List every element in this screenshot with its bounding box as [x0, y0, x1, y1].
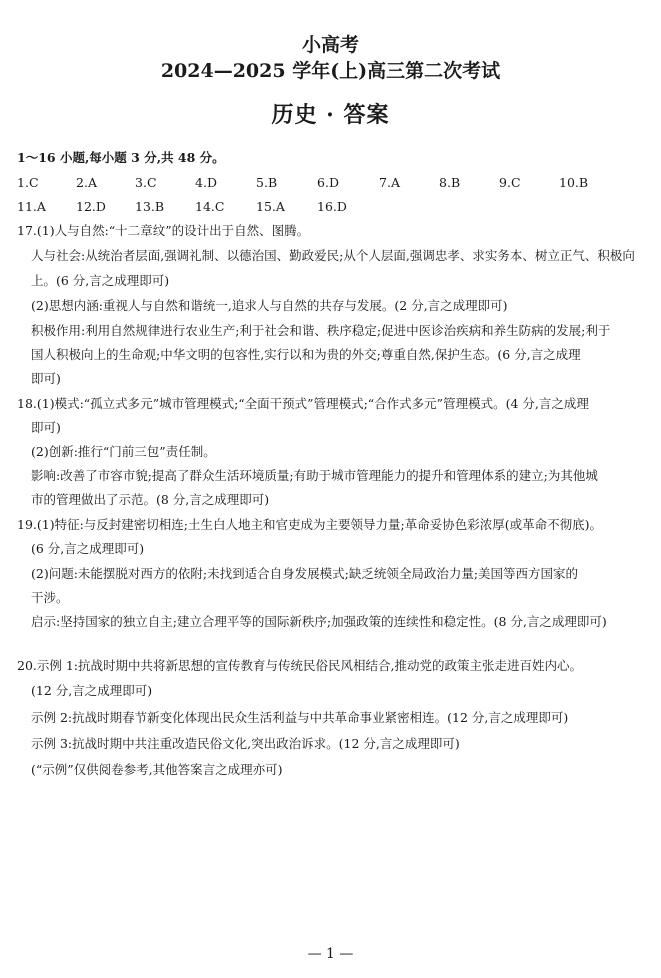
choice-answer: 3.C — [135, 175, 157, 190]
answer-20-example-1: 20.示例 1:抗战时期中共将新思想的宣传教育与传统民俗民风相结合,推动党的政策主张走进百姓内心。 — [17, 658, 582, 673]
answer-18-part1-mode: 18.(1)模式:“孤立式多元”城市管理模式;“全面干预式”管理模式;“合作式多元”管理模式。(4 分,言之成理 — [17, 396, 589, 411]
choice-answer: 15.A — [256, 199, 285, 214]
answer-19-part2-insight: 启示:坚持国家的独立自主;建立合理平等的国际新秩序;加强政策的连续性和稳定性。(8 分,言之成理即可) — [31, 614, 607, 629]
choice-answer: 1.C — [17, 175, 39, 190]
section-intro: 1～16 小题,每小题 3 分,共 48 分。 — [17, 150, 225, 165]
choice-answer: 9.C — [499, 175, 521, 190]
answer-17-part2-effect-cont: 国人积极向上的生命观;中华文明的包容性,实行以和为贵的外交;尊重自然,保护生态。(6 分,言之成理 — [31, 347, 581, 362]
answer-17-part1-score: 上。(6 分,言之成理即可) — [31, 273, 170, 288]
choice-answer: 16.D — [317, 199, 347, 214]
choice-answer: 13.B — [135, 199, 165, 214]
answer-19-part2-problem-cont: 干涉。 — [31, 590, 69, 605]
answer-17-part2-score: 即可) — [31, 371, 61, 386]
choice-answer: 5.B — [256, 175, 278, 190]
answer-20-example-1-score: (12 分,言之成理即可) — [31, 683, 153, 698]
brand-title: 小高考 — [301, 34, 359, 56]
answer-20-example-2: 示例 2:抗战时期春节新变化体现出民众生活利益与中共革命事业紧密相连。(12 分,言之成理即可) — [31, 710, 569, 725]
answer-20-note: (“示例”仅供阅卷参考,其他答案言之成理亦可) — [31, 762, 283, 777]
answer-17-part1-nature: 17.(1)人与自然:“十二章纹”的设计出于自然、图腾。 — [17, 223, 310, 238]
answer-19-part2-problem: (2)问题:未能摆脱对西方的依附;未找到适合自身发展模式;缺乏统领全局政治力量;美国等西方国家的 — [31, 566, 579, 581]
choice-answer: 11.A — [17, 199, 46, 214]
subject-title: 历史 · 答案 — [271, 102, 390, 128]
answer-18-part2-score: 市的管理做出了示范。(8 分,言之成理即可) — [31, 492, 270, 507]
answer-18-part2-impact: 影响:改善了市容市貌;提高了群众生活环境质量;有助于城市管理能力的提升和管理体系的建立;为其他城 — [31, 468, 598, 483]
choice-answer: 8.B — [439, 175, 461, 190]
choice-answer: 4.D — [195, 175, 217, 190]
answer-19-part1-score: (6 分,言之成理即可) — [31, 541, 145, 556]
choice-answer: 7.A — [379, 175, 400, 190]
answer-17-part1-society: 人与社会:从统治者层面,强调礼制、以德治国、勤政爱民;从个人层面,强调忠孝、求实务本、树立正气、积极向 — [31, 248, 635, 263]
choice-answers-row-2 — [17, 199, 657, 215]
choice-answer: 10.B — [559, 175, 589, 190]
choice-answers-row-1 — [17, 175, 657, 191]
answer-20-example-3: 示例 3:抗战时期中共注重改造民俗文化,突出政治诉求。(12 分,言之成理即可) — [31, 736, 460, 751]
exam-title: 2024—2025 学年(上)高三第二次考试 — [160, 60, 501, 82]
answer-17-part2-connotation: (2)思想内涵:重视人与自然和谐统一,追求人与自然的共存与发展。(2 分,言之成理即可) — [31, 298, 508, 313]
answer-17-part2-effect: 积极作用:利用自然规律进行农业生产;利于社会和谐、秩序稳定;促进中医诊治疾病和养生防病的发展;利于 — [31, 323, 611, 338]
answer-19-part1-feature: 19.(1)特征:与反封建密切相连;土生白人地主和官吏成为主要领导力量;革命妥协色彩浓厚(或革命不彻底)。 — [17, 517, 602, 532]
answer-18-part2-innovation: (2)创新:推行“门前三包”责任制。 — [31, 444, 216, 459]
choice-answer: 12.D — [76, 199, 106, 214]
answer-18-part1-score: 即可) — [31, 420, 61, 435]
choice-answer: 2.A — [76, 175, 97, 190]
choice-answer: 14.C — [195, 199, 225, 214]
page-number: — 1 — — [307, 946, 354, 962]
choice-answer: 6.D — [317, 175, 339, 190]
